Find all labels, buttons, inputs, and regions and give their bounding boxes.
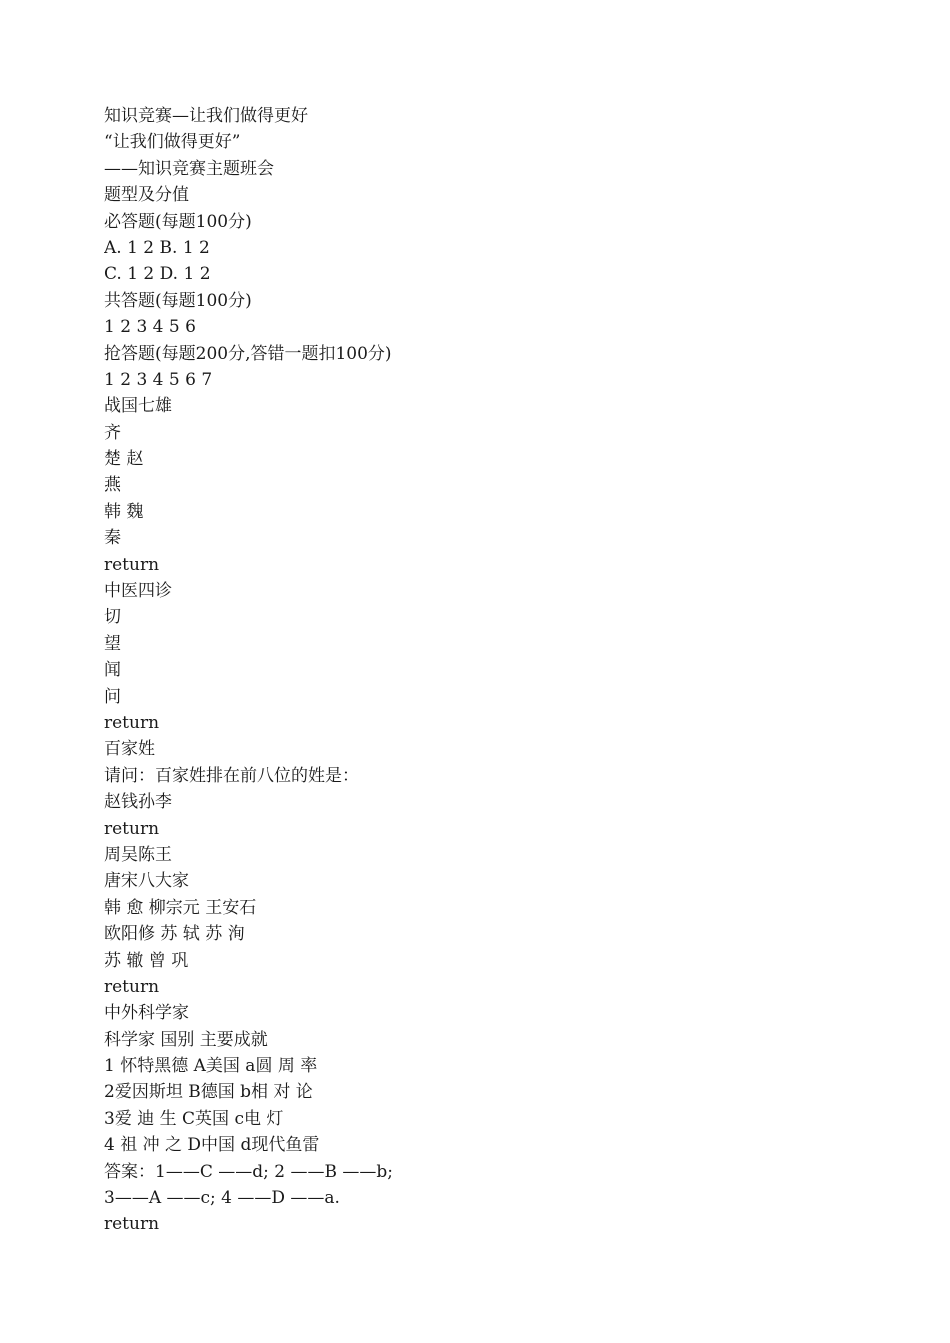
document-body: [104, 103, 884, 1238]
return-link[interactable]: return: [104, 712, 160, 733]
text-line: 切: [104, 607, 121, 628]
table-header-line: 科学家 国别 主要成就: [104, 1029, 268, 1050]
section-heading: 百家姓: [104, 739, 155, 760]
text-line: 燕: [104, 475, 121, 496]
section-heading: 中外科学家: [104, 1003, 189, 1024]
table-row-line: 1 怀特黑德 A美国 a圆 周 率: [104, 1056, 318, 1077]
text-line: 韩 魏: [104, 501, 144, 522]
section-heading: 唐宋八大家: [104, 871, 189, 892]
text-line: 韩 愈 柳宗元 王安石: [104, 897, 257, 918]
doc-title: 知识竞赛—让我们做得更好: [104, 106, 308, 126]
return-link[interactable]: return: [104, 1214, 160, 1235]
text-line: 抢答题(每题200分,答错一题扣100分): [104, 343, 392, 364]
text-line: 1 2 3 4 5 6: [104, 317, 196, 338]
table-row-line: 2爱因斯坦 B德国 b相 对 论: [104, 1082, 313, 1103]
text-line: C. 1 2 D. 1 2: [104, 264, 211, 285]
text-line: 赵钱孙李: [104, 792, 172, 813]
doc-subheading: ——知识竞赛主题班会: [104, 158, 274, 179]
text-line: 请问：百家姓排在前八位的姓是：: [104, 765, 359, 786]
return-link[interactable]: return: [104, 818, 160, 839]
answer-line: 答案：1——C ——d; 2 ——B ——b;: [104, 1161, 393, 1182]
text-line: 苏 辙 曾 巩: [104, 950, 189, 971]
doc-subtitle: “让我们做得更好”: [104, 132, 241, 153]
return-link[interactable]: return: [104, 976, 160, 997]
text-line: 望: [104, 633, 121, 654]
text-line: 秦: [104, 528, 121, 549]
section-heading: 战国七雄: [104, 396, 172, 417]
section-heading: 中医四诊: [104, 581, 172, 602]
text-line: 欧阳修 苏 轼 苏 洵: [104, 924, 245, 945]
text-line: 问: [104, 686, 121, 707]
table-row-line: 4 祖 冲 之 D中国 d现代鱼雷: [104, 1135, 320, 1156]
table-row-line: 3爱 迪 生 C英国 c电 灯: [104, 1108, 284, 1129]
text-line: 共答题(每题100分): [104, 290, 252, 311]
text-line: 闻: [104, 660, 121, 681]
answer-line: 3——A ——c; 4 ——D ——a.: [104, 1188, 340, 1209]
text-line: A. 1 2 B. 1 2: [104, 237, 210, 258]
text-line: 周吴陈王: [104, 844, 172, 865]
text-line: 齐: [104, 422, 121, 443]
text-line: 必答题(每题100分): [104, 211, 252, 232]
section-heading: 题型及分值: [104, 185, 189, 206]
text-line: 1 2 3 4 5 6 7: [104, 369, 213, 390]
text-line: 楚 赵: [104, 449, 144, 470]
return-link[interactable]: return: [104, 554, 160, 575]
